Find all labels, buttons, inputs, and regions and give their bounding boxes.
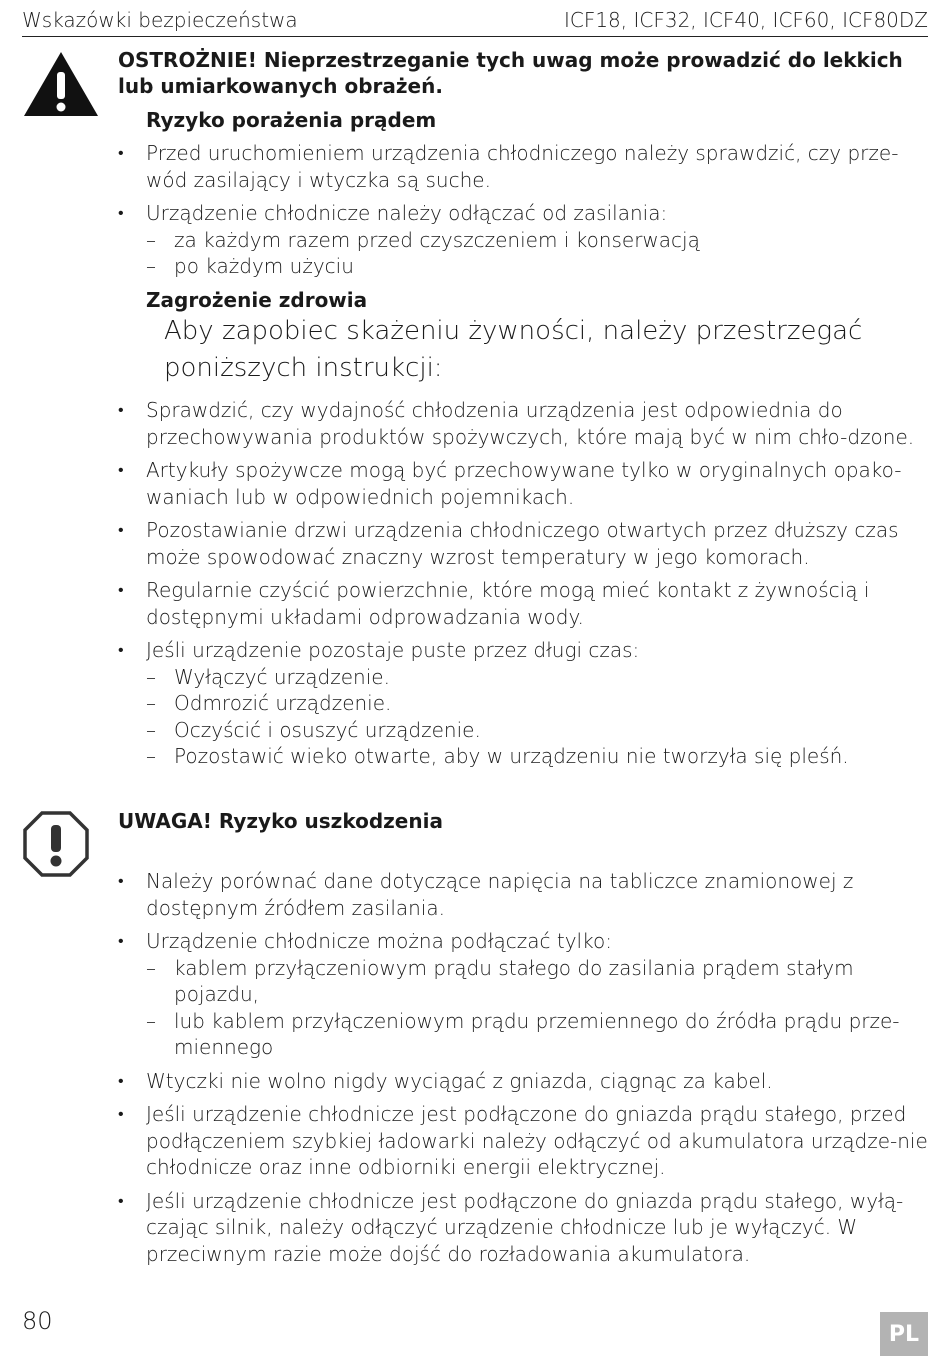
list-item: • Należy porównać dane dotyczące napięcia na tabliczce znamionowej z dostępnym źródłem zasilania. bbox=[118, 868, 928, 921]
electric-risk-list bbox=[118, 140, 928, 287]
electric-risk-heading: Ryzyko porażenia prądem bbox=[146, 108, 437, 132]
page-header bbox=[22, 6, 928, 37]
sub-item: – kablem przyłączeniowym prądu stałego do zasilania prądem stałym pojazdu, bbox=[146, 955, 928, 1008]
list-item: • Jeśli urządzenie chłodnicze jest podłączone do gniazda prądu stałego, przed podłączeniem szybkiej ładowarki należy odłączyć od akumulatora urządze-nie chłodnicze oraz inne odbiorniki energii elektrycznej. bbox=[118, 1101, 928, 1181]
model-list: ICF18, ICF32, ICF40, ICF60, ICF80DZ bbox=[563, 8, 928, 32]
page-number: 80 bbox=[22, 1307, 53, 1335]
list-item: • Pozostawianie drzwi urządzenia chłodniczego otwartych przez dłuższy czas może spowodować znaczny wzrost temperatury w jego komorach. bbox=[118, 517, 928, 570]
list-item: • Przed uruchomieniem urządzenia chłodniczego należy sprawdzić, czy prze-wód zasilający i wtyczka są suche. bbox=[118, 140, 928, 193]
sub-item: – lub kablem przyłączeniowym prądu przemiennego do źródła prądu prze-miennego bbox=[146, 1008, 928, 1061]
list-item: • Urządzenie chłodnicze należy odłączać od zasilania: – za każdym razem przed czyszczeniem i konserwacją – po każdym użyciu bbox=[118, 200, 928, 280]
list-item: • Wtyczki nie wolno nigdy wyciągać z gniazda, ciągnąc za kabel. bbox=[118, 1068, 928, 1095]
sub-item: – Oczyścić i osuszyć urządzenie. bbox=[146, 717, 928, 744]
list-item: • Jeśli urządzenie pozostaje puste przez długi czas: – Wyłączyć urządzenie. – Odmrozić urządzenie. – Oczyścić i osuszyć urządzenie. – Pozostawić wieko otwarte, aby w urządzeniu nie tworzyła się pleśń. bbox=[118, 637, 928, 770]
sub-item: – po każdym użyciu bbox=[146, 253, 928, 280]
list-item: • Urządzenie chłodnicze można podłączać tylko: – kablem przyłączeniowym prądu stałego do zasilania prądem stałym pojazdu, – lub kablem przyłączeniowym prądu przemiennego do źródła prądu prze-miennego bbox=[118, 928, 928, 1061]
list-item: • Regularnie czyścić powierzchnie, które mogą mieć kontakt z żywnością i dostępnymi układami odprowadzania wody. bbox=[118, 577, 928, 630]
list-item: • Sprawdzić, czy wydajność chłodzenia urządzenia jest odpowiednia do przechowywania produktów spożywczych, które mają być w nim chło-dzone. bbox=[118, 397, 928, 450]
caution-title: OSTROŻNIE! Nieprzestrzeganie tych uwag może prowadzić do lekkich lub umiarkowanych obrażeń. bbox=[118, 48, 903, 98]
list-item: • Jeśli urządzenie chłodnicze jest podłączone do gniazda prądu stałego, wyłą-czając silnik, należy odłączyć urządzenie chłodnicze lub je wyłączyć. W przeciwnym razie może dojść do rozładowania akumulatora. bbox=[118, 1188, 928, 1268]
sub-item: – Pozostawić wieko otwarte, aby w urządzeniu nie tworzyła się pleśń. bbox=[146, 743, 928, 770]
health-risk-list bbox=[118, 397, 928, 777]
notice-list bbox=[118, 868, 928, 1274]
health-note: Aby zapobiec skażeniu żywności, należy przestrzegać poniższych instrukcji: bbox=[164, 316, 863, 383]
list-item: • Artykuły spożywcze mogą być przechowywane tylko w oryginalnych opako-waniach lub w odpowiednich pojemnikach. bbox=[118, 457, 928, 510]
language-badge: PL bbox=[880, 1312, 928, 1356]
exclamation-octagon-icon bbox=[22, 810, 90, 878]
section-title: Wskazówki bezpieczeństwa bbox=[22, 8, 298, 32]
warning-triangle-icon bbox=[22, 50, 100, 118]
health-risk-heading: Zagrożenie zdrowia bbox=[146, 288, 368, 312]
sub-item: – za każdym razem przed czyszczeniem i konserwacją bbox=[146, 227, 928, 254]
sub-item: – Odmrozić urządzenie. bbox=[146, 690, 928, 717]
notice-title: UWAGA! Ryzyko uszkodzenia bbox=[118, 809, 443, 833]
sub-item: – Wyłączyć urządzenie. bbox=[146, 664, 928, 691]
